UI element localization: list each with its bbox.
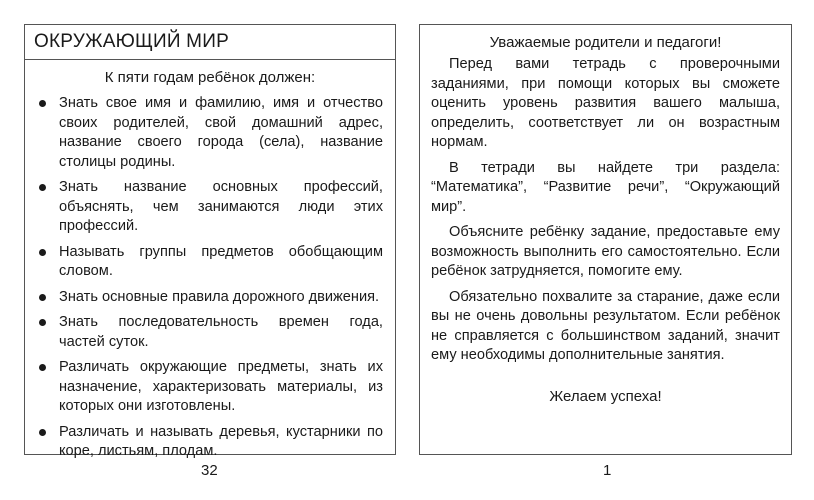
- paragraph: Объясните ребёнку задание, предоставьте ему возможность выполнить его самостоятельно. Если ребёнок затрудняется, помогите ему.: [431, 224, 780, 279]
- bullet-icon: [39, 100, 46, 107]
- list-item: Называть группы предметов обобщающим словом.: [34, 243, 383, 282]
- bullet-icon: [39, 184, 46, 191]
- paragraph: Перед вами тетрадь с проверочными заданиями, при помощи которых вы сможете оценить уровень развития вашего малыша, определить, соответствует ли он возрастным нормам.: [431, 56, 780, 150]
- list-item: Знать последовательность времен года, частей суток.: [34, 313, 383, 352]
- requirements-list: [25, 94, 395, 462]
- right-page-title: Уважаемые родители и педагоги!: [489, 34, 722, 51]
- list-item: Знать основные правила дорожного движения.: [34, 288, 383, 308]
- list-item: Различать окружающие предметы, знать их назначение, характеризовать материалы, из которых они изготовлены.: [34, 358, 383, 417]
- left-page-intro: К пяти годам ребёнок должен:: [104, 69, 316, 86]
- left-page-number: 32: [201, 462, 218, 479]
- bullet-icon: [39, 294, 46, 301]
- closing-wish: Желаем успеха!: [549, 387, 662, 405]
- paragraph: В тетради вы найдете три раздела: “Математика”, “Развитие речи”, “Окружающий мир”.: [431, 159, 780, 215]
- bullet-icon: [39, 319, 46, 326]
- left-page-header: ОКРУЖАЮЩИЙ МИР: [25, 25, 395, 60]
- left-page: [24, 24, 396, 459]
- list-item: Знать свое имя и фамилию, имя и отчество своих родителей, свой домашний адрес, название своего города (села), название столицы родины.: [34, 94, 383, 172]
- list-item: Знать название основных профессий, объяснять, чем занимаются люди этих профессий.: [34, 178, 383, 237]
- right-page: [419, 24, 792, 455]
- bullet-icon: [39, 429, 46, 436]
- bullet-icon: [39, 364, 46, 371]
- list-item: Различать и называть деревья, кустарники по коре, листьям, плодам.: [34, 423, 383, 462]
- bullet-icon: [39, 249, 46, 256]
- paragraph: Обязательно похвалите за старание, даже если вы не очень довольны результатом. Если ребёнок не справляется с большинством заданий, значит ему необходимы дополнительные занятия.: [431, 288, 780, 363]
- right-page-number: 1: [603, 462, 612, 479]
